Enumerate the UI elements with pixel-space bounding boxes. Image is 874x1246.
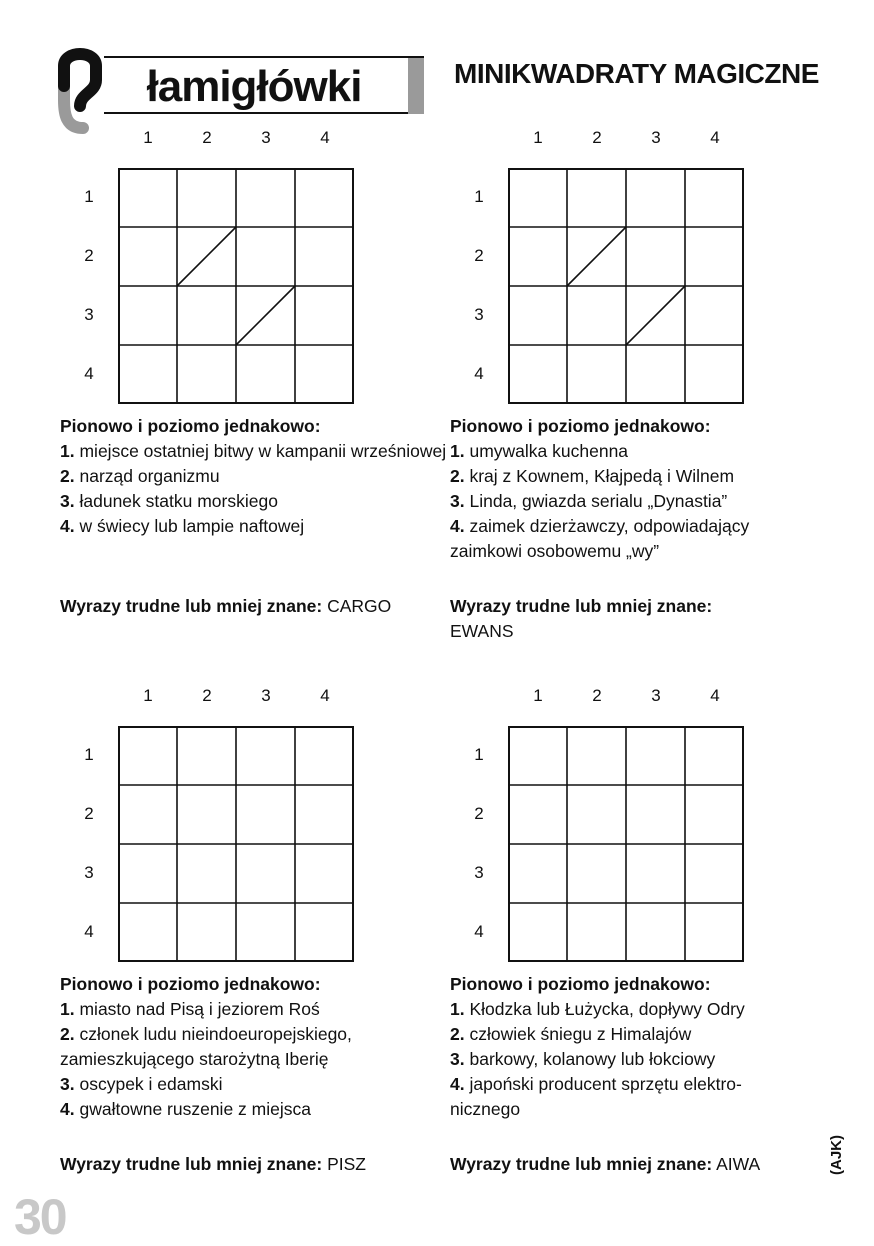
diagonal-divider [177, 227, 236, 286]
column-number: 3 [261, 128, 271, 147]
page-number: 30 [14, 1189, 66, 1245]
hard-words-value: EWANS [450, 621, 514, 641]
clue-item [60, 514, 460, 539]
clue-number: 2. [60, 1024, 75, 1044]
row-number: 3 [84, 863, 94, 882]
hard-words-label: Wyrazy trudne lub mniej znane: [450, 1154, 713, 1174]
clue-item [60, 464, 460, 489]
clue-number: 1. [60, 441, 75, 461]
hard-words [60, 1152, 450, 1177]
column-number: 1 [143, 128, 153, 147]
clue-text: kraj z Kownem, Kłajpedą i Wilnem [469, 466, 735, 486]
clue-text: w świecy lub lampie naftowej [79, 516, 305, 536]
clue-item [60, 489, 460, 514]
clue-number: 1. [450, 999, 465, 1019]
row-number: 1 [474, 745, 484, 764]
author-credit: (AJK) [828, 1135, 845, 1175]
row-number: 2 [84, 804, 94, 823]
puzzle-grid[interactable] [118, 168, 354, 404]
clue-item [60, 1022, 420, 1072]
clue-item [60, 997, 420, 1022]
row-number: 4 [84, 364, 94, 383]
column-number: 2 [592, 128, 602, 147]
clue-list [60, 972, 420, 1122]
clue-item [450, 1072, 810, 1122]
column-number: 3 [651, 128, 661, 147]
clue-text: człowiek śniegu z Himalajów [469, 1024, 692, 1044]
column-number: 4 [320, 686, 330, 705]
diagonal-divider [567, 227, 626, 286]
column-number: 2 [202, 128, 212, 147]
hard-words-label: Wyrazy trudne lub mniej znane: [60, 1154, 323, 1174]
clue-text: ładunek statku morskiego [79, 491, 278, 511]
clue-number: 3. [60, 1074, 75, 1094]
column-number: 2 [202, 686, 212, 705]
clue-item [60, 1097, 420, 1122]
clue-number: 4. [450, 516, 465, 536]
clue-text: gwałtowne ruszenie z miejsca [79, 1099, 311, 1119]
row-number: 3 [474, 305, 484, 324]
clue-text: barkowy, kolanowy lub łokciowy [469, 1049, 716, 1069]
clue-item [450, 489, 820, 514]
column-number: 3 [651, 686, 661, 705]
clue-item [60, 439, 460, 464]
column-number: 1 [143, 686, 153, 705]
clue-text: Kłodzka lub Łużycka, dopływy Odry [469, 999, 745, 1019]
logo-title: łamigłówki [146, 62, 362, 111]
hard-words-value: PISZ [327, 1154, 366, 1174]
clue-text: japoński producent sprzętu elektro-nicznego [450, 1074, 742, 1119]
column-number: 4 [710, 686, 720, 705]
clue-number: 1. [60, 999, 75, 1019]
clue-text: narząd organizmu [79, 466, 220, 486]
clue-list [60, 414, 460, 539]
row-number: 4 [474, 364, 484, 383]
clue-heading: Pionowo i poziomo jednakowo: [450, 974, 711, 994]
clue-list [450, 972, 810, 1122]
clue-heading: Pionowo i poziomo jednakowo: [60, 974, 321, 994]
hard-words-value: CARGO [327, 596, 392, 616]
clue-heading: Pionowo i poziomo jednakowo: [450, 416, 711, 436]
clue-number: 1. [450, 441, 465, 461]
clue-heading: Pionowo i poziomo jednakowo: [60, 416, 321, 436]
row-number: 2 [474, 804, 484, 823]
row-number: 3 [474, 863, 484, 882]
hard-words [450, 594, 770, 644]
diagonal-divider [236, 286, 295, 345]
section-title: MINIKWADRATY MAGICZNE [454, 58, 819, 89]
clue-text: zaimek dzierżawczy, odpowiadający zaimkowi osobowemu „wy” [450, 516, 750, 561]
clue-text: Linda, gwiazda serialu „Dynastia” [469, 491, 728, 511]
row-number: 4 [474, 922, 484, 941]
column-number: 1 [533, 128, 543, 147]
hard-words-value: AIWA [716, 1154, 761, 1174]
clue-text: miejsce ostatniej bitwy w kampanii wrześniowej [79, 441, 447, 461]
clue-item [450, 439, 820, 464]
clue-item [450, 1047, 810, 1072]
puzzle-grid[interactable] [508, 168, 744, 404]
clue-number: 3. [450, 1049, 465, 1069]
column-number: 4 [320, 128, 330, 147]
clue-item [450, 514, 820, 564]
clue-number: 2. [450, 1024, 465, 1044]
row-number: 2 [84, 246, 94, 265]
clue-list [450, 414, 820, 564]
row-number: 4 [84, 922, 94, 941]
title-accent-bar [408, 58, 424, 114]
row-number: 1 [84, 745, 94, 764]
row-number: 1 [84, 187, 94, 206]
clue-item [450, 997, 810, 1022]
clue-text: oscypek i edamski [79, 1074, 223, 1094]
row-number: 3 [84, 305, 94, 324]
hard-words-label: Wyrazy trudne lub mniej znane: [60, 596, 323, 616]
title-frame [104, 56, 424, 114]
brand-logo [56, 40, 106, 134]
hard-words-label: Wyrazy trudne lub mniej znane: [450, 596, 713, 616]
clue-number: 4. [60, 516, 75, 536]
clue-number: 3. [450, 491, 465, 511]
column-number: 3 [261, 686, 271, 705]
column-number: 2 [592, 686, 602, 705]
column-number: 4 [710, 128, 720, 147]
puzzle-grid[interactable] [118, 726, 354, 962]
hard-words [60, 594, 450, 619]
diagonal-divider [626, 286, 685, 345]
clue-item [450, 1022, 810, 1047]
clue-number: 4. [450, 1074, 465, 1094]
clue-number: 2. [60, 466, 75, 486]
row-number: 1 [474, 187, 484, 206]
clue-text: miasto nad Pisą i jeziorem Roś [79, 999, 320, 1019]
clue-item [60, 1072, 420, 1097]
clue-number: 2. [450, 466, 465, 486]
clue-number: 3. [60, 491, 75, 511]
clue-number: 4. [60, 1099, 75, 1119]
column-number: 1 [533, 686, 543, 705]
clue-item [450, 464, 820, 489]
puzzle-grid[interactable] [508, 726, 744, 962]
row-number: 2 [474, 246, 484, 265]
clue-text: członek ludu nieindoeuropejskiego, zamieszkującego starożytną Iberię [60, 1024, 352, 1069]
hard-words [450, 1152, 820, 1177]
clue-text: umywalka kuchenna [469, 441, 629, 461]
